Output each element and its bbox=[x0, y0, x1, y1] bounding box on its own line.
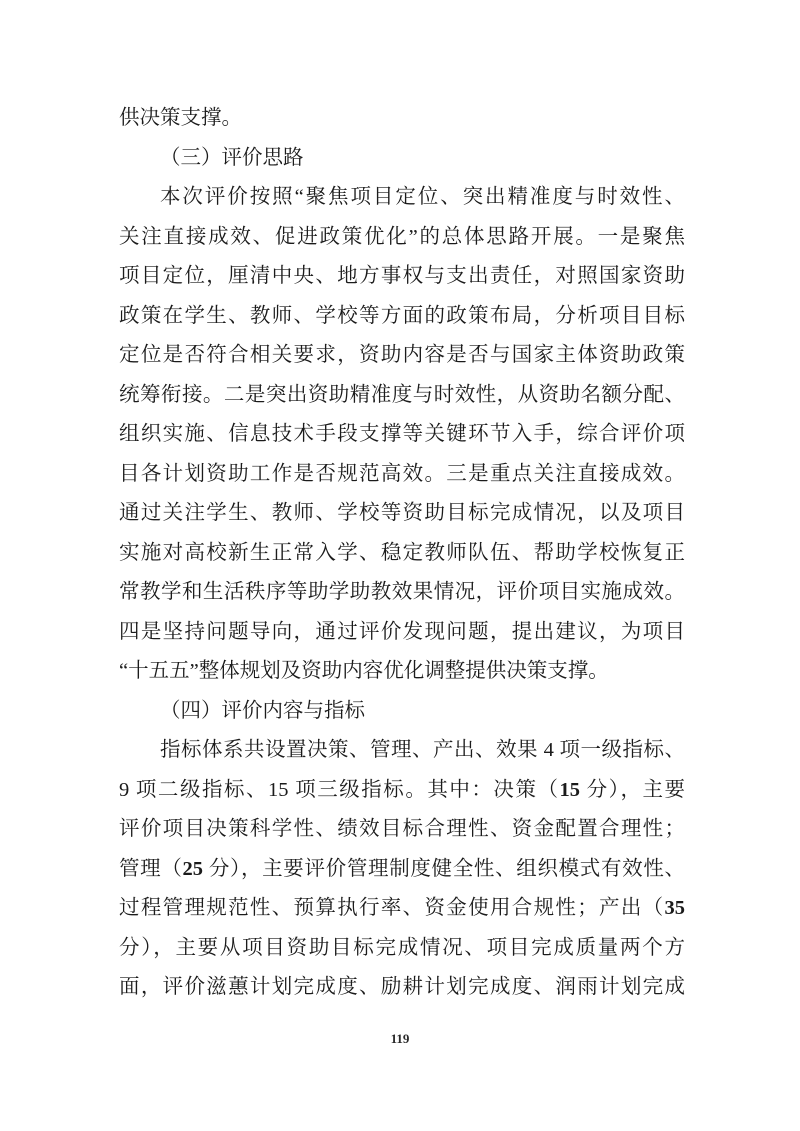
text-line bbox=[119, 929, 685, 969]
document-body bbox=[119, 99, 685, 1008]
text-segment: 政策在学生、教师、学校等方面的政策布局，分析项目目标 bbox=[119, 304, 685, 327]
text-line bbox=[119, 810, 685, 850]
text-segment: 评价项目决策科学性、绩效目标合理性、资金配置合理性； bbox=[119, 818, 685, 840]
text-segment: 项目定位，厘清中央、地方事权与支出责任，对照国家资助 bbox=[119, 265, 685, 287]
text-segment: 分），主要从项目资助目标完成情况、项目完成质量两个方 bbox=[119, 936, 685, 959]
text-segment: 供决策支撑。 bbox=[119, 107, 242, 129]
text-line bbox=[119, 297, 685, 337]
text-line bbox=[119, 178, 685, 218]
text-segment: 关注直接成效、促进政策优化”的总体思路开展。一是聚焦 bbox=[119, 225, 685, 248]
text-segment: 组织实施、信息技术手段支撑等关键环节入手，综合评价项 bbox=[119, 423, 685, 445]
text-line bbox=[119, 376, 685, 416]
text-segment: 本次评价按照“聚焦项目定位、突出精准度与时效性、 bbox=[160, 186, 685, 208]
text-line bbox=[119, 99, 685, 139]
text-line bbox=[119, 494, 685, 534]
text-segment: 分），主要 bbox=[580, 778, 685, 801]
text-segment: 目各计划资助工作是否规范高效。三是重点关注直接成效。 bbox=[119, 462, 685, 485]
bold-number: 25 bbox=[182, 857, 204, 880]
text-segment: 实施对高校新生正常入学、稳定教师队伍、帮助学校恢复正 bbox=[119, 541, 685, 564]
section-heading bbox=[119, 139, 685, 179]
page-number: 119 bbox=[390, 1031, 410, 1046]
text-segment: 9 项二级指标、15 项三级指标。其中：决策（ bbox=[119, 778, 560, 801]
text-segment: 过程管理规范性、预算执行率、资金使用合规性；产出（ bbox=[119, 897, 665, 919]
text-segment: 四是坚持问题导向，通过评价发现问题，提出建议，为项目 bbox=[119, 620, 685, 643]
text-line bbox=[119, 534, 685, 574]
text-line bbox=[119, 455, 685, 495]
text-segment: 分），主要评价管理制度健全性、组织模式有效性、 bbox=[203, 857, 685, 880]
text-line bbox=[119, 652, 685, 692]
text-segment: 通过关注学生、教师、学校等资助目标完成情况，以及项目 bbox=[119, 502, 685, 524]
text-line bbox=[119, 336, 685, 376]
bold-number: 15 bbox=[559, 778, 580, 801]
text-segment: （三）评价思路 bbox=[160, 146, 304, 169]
text-segment: “十五五”整体规划及资助内容优化调整提供决策支撑。 bbox=[119, 660, 609, 682]
text-segment: 定位是否符合相关要求，资助内容是否与国家主体资助政策 bbox=[119, 344, 685, 366]
text-line bbox=[119, 573, 685, 613]
bold-number: 35 bbox=[664, 897, 685, 919]
text-line bbox=[119, 613, 685, 653]
text-segment: 面，评价滋蕙计划完成度、励耕计划完成度、润雨计划完成 bbox=[119, 976, 685, 998]
text-segment: 指标体系共设置决策、管理、产出、效果 4 项一级指标、 bbox=[160, 739, 685, 761]
text-line bbox=[119, 257, 685, 297]
text-line bbox=[119, 968, 685, 1008]
section-heading bbox=[119, 692, 685, 732]
text-segment: 常教学和生活秩序等助学助教效果情况，评价项目实施成效。 bbox=[119, 581, 685, 603]
text-line bbox=[119, 771, 685, 811]
text-line bbox=[119, 889, 685, 929]
text-segment: 统筹衔接。二是突出资助精准度与时效性，从资助名额分配、 bbox=[119, 383, 685, 406]
text-line bbox=[119, 415, 685, 455]
text-segment: 管理（ bbox=[119, 857, 183, 880]
text-line bbox=[119, 218, 685, 258]
text-segment: （四）评价内容与指标 bbox=[160, 699, 365, 722]
text-line bbox=[119, 731, 685, 771]
text-line bbox=[119, 850, 685, 890]
